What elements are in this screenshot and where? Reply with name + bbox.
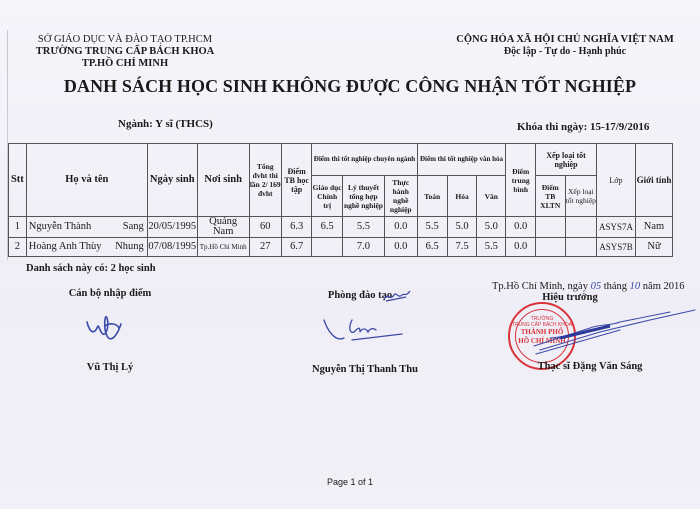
col-group-culture: Điểm thi tốt nghiệp văn hóa: [417, 144, 506, 176]
cell-avg-study: 6.3: [281, 217, 311, 238]
cell-birthplace: Tp.Hồ Chí Minh: [197, 238, 249, 257]
place-date: [492, 281, 685, 292]
date-month: 10: [629, 281, 641, 292]
cell-name: [26, 217, 147, 238]
cell-math: 5.5: [417, 217, 447, 238]
header-left: [20, 34, 230, 70]
training-role: Phòng đào tạo: [327, 290, 393, 301]
cell-class: ASYS7B: [597, 238, 636, 257]
col-avg-xltn: Điểm TB XLTN: [535, 176, 565, 217]
cell-chem: 5.0: [447, 217, 476, 238]
cell-chem: 7.5: [447, 238, 476, 257]
major-label: Ngành: Y sĩ (THCS): [118, 118, 213, 130]
col-name: Họ và tên: [26, 144, 147, 217]
page-footer: Page 1 of 1: [326, 477, 374, 487]
col-total-credits: Tổng đvht thi lần 2/ 169 đvht: [249, 144, 281, 217]
signature-training-icon: [322, 312, 407, 347]
signature-principal-icon: [530, 308, 700, 358]
cell-first-name: Hoàng Anh Thùy: [28, 241, 102, 252]
col-politics: Giáo dục Chính trị: [312, 176, 343, 217]
cell-theory: 5.5: [342, 217, 384, 238]
col-birthplace: Nơi sinh: [197, 144, 249, 217]
col-stt: Stt: [9, 144, 27, 217]
cell-name: [26, 238, 147, 257]
department-name: SỞ GIÁO DỤC VÀ ĐÀO TẠO TP.HCM: [37, 34, 213, 45]
stamp-line1: TRƯỜNG: [530, 316, 554, 322]
col-practice: Thực hành nghề nghiệp: [385, 176, 418, 217]
cell-first-name: Nguyễn Thành: [28, 221, 92, 232]
training-name: Nguyễn Thị Thanh Thu: [312, 364, 418, 375]
col-lit: Văn: [477, 176, 506, 217]
exam-date-label: Khóa thi ngày: 15-17/9/2016: [517, 121, 650, 133]
principal-role: Hiệu trưởng: [542, 292, 598, 303]
stamp-line4: HỒ CHÍ MINH: [518, 337, 566, 345]
initial-mark-icon: [382, 289, 412, 303]
col-group-rank: Xếp loại tốt nghiệp: [535, 144, 596, 176]
school-name: TRƯỜNG TRUNG CẤP BÁCH KHOA: [35, 46, 215, 57]
cell-last-name: Sang: [122, 221, 144, 232]
cell-politics: [312, 238, 343, 257]
cell-avg-study: 6.7: [281, 238, 311, 257]
cell-rank: [565, 217, 597, 238]
cell-total-credits: 27: [249, 238, 281, 257]
data-entry-name: Vũ Thị Lý: [86, 362, 134, 373]
col-math: Toán: [417, 176, 447, 217]
col-avg: Điểm trung bình: [506, 144, 536, 217]
cell-gender: Nữ: [635, 238, 672, 257]
cell-gender: Nam: [635, 217, 672, 238]
col-group-major: Điểm thi tốt nghiệp chuyên ngành: [312, 144, 417, 176]
cell-stt: 1: [9, 217, 27, 238]
cell-avg-xltn: [535, 238, 565, 257]
stamp-line3: THÀNH PHỐ: [520, 328, 564, 336]
cell-total-credits: 60: [249, 217, 281, 238]
school-city: TP.HỒ CHÍ MINH: [81, 58, 169, 69]
summary-count: Danh sách này có: 2 học sinh: [26, 263, 156, 274]
cell-last-name: Nhung: [115, 241, 144, 252]
col-dob: Ngày sinh: [147, 144, 197, 217]
cell-practice: 0.0: [385, 217, 418, 238]
cell-dob: 20/05/1995: [147, 217, 197, 238]
cell-avg-xltn: [535, 217, 565, 238]
national-motto: Độc lập - Tự do - Hạnh phúc: [503, 46, 627, 57]
col-class: Lớp: [597, 144, 636, 217]
date-day: 05: [590, 281, 602, 292]
header-right: [455, 34, 675, 58]
principal-name: Thạc sĩ Đặng Văn Sáng: [537, 361, 643, 372]
students-table: [8, 143, 700, 257]
cell-theory: 7.0: [342, 238, 384, 257]
table-row: [9, 238, 700, 257]
cell-practice: 0.0: [385, 238, 418, 257]
data-entry-role: Cán bộ nhập điểm: [68, 288, 152, 299]
cell-birthplace: Quảng Nam: [197, 217, 249, 238]
cell-avg: 0.0: [506, 238, 536, 257]
cell-dob: 07/08/1995: [147, 238, 197, 257]
year-label: năm 2016: [642, 281, 685, 292]
month-label: tháng: [603, 281, 628, 292]
page-title: DANH SÁCH HỌC SINH KHÔNG ĐƯỢC CÔNG NHẬN TỐT NGHIỆP: [63, 76, 637, 96]
col-gender: Giới tính: [635, 144, 672, 217]
table-row: [9, 217, 700, 238]
stamp-line2: TRUNG CẤP BÁCH KHOA: [511, 322, 573, 328]
signature-data-entry-icon: [85, 310, 135, 345]
cell-politics: 6.5: [312, 217, 343, 238]
col-chem: Hóa: [447, 176, 476, 217]
col-avg-study: Điểm TB học tập: [281, 144, 311, 217]
place-date-prefix: Tp.Hồ Chí Minh, ngày: [492, 281, 588, 292]
cell-lit: 5.0: [477, 217, 506, 238]
cell-avg: 0.0: [506, 217, 536, 238]
col-rank: Xếp loại tốt nghiệp: [565, 176, 597, 217]
cell-stt: 2: [9, 238, 27, 257]
cell-class: ASYS7A: [597, 217, 636, 238]
cell-lit: 5.5: [477, 238, 506, 257]
col-theory: Lý thuyết tổng hợp nghề nghiệp: [342, 176, 384, 217]
cell-math: 6.5: [417, 238, 447, 257]
cell-rank: [565, 238, 597, 257]
national-title: CỘNG HỎA XÃ HỘI CHỦ NGHĨA VIỆT NAM: [456, 34, 674, 45]
